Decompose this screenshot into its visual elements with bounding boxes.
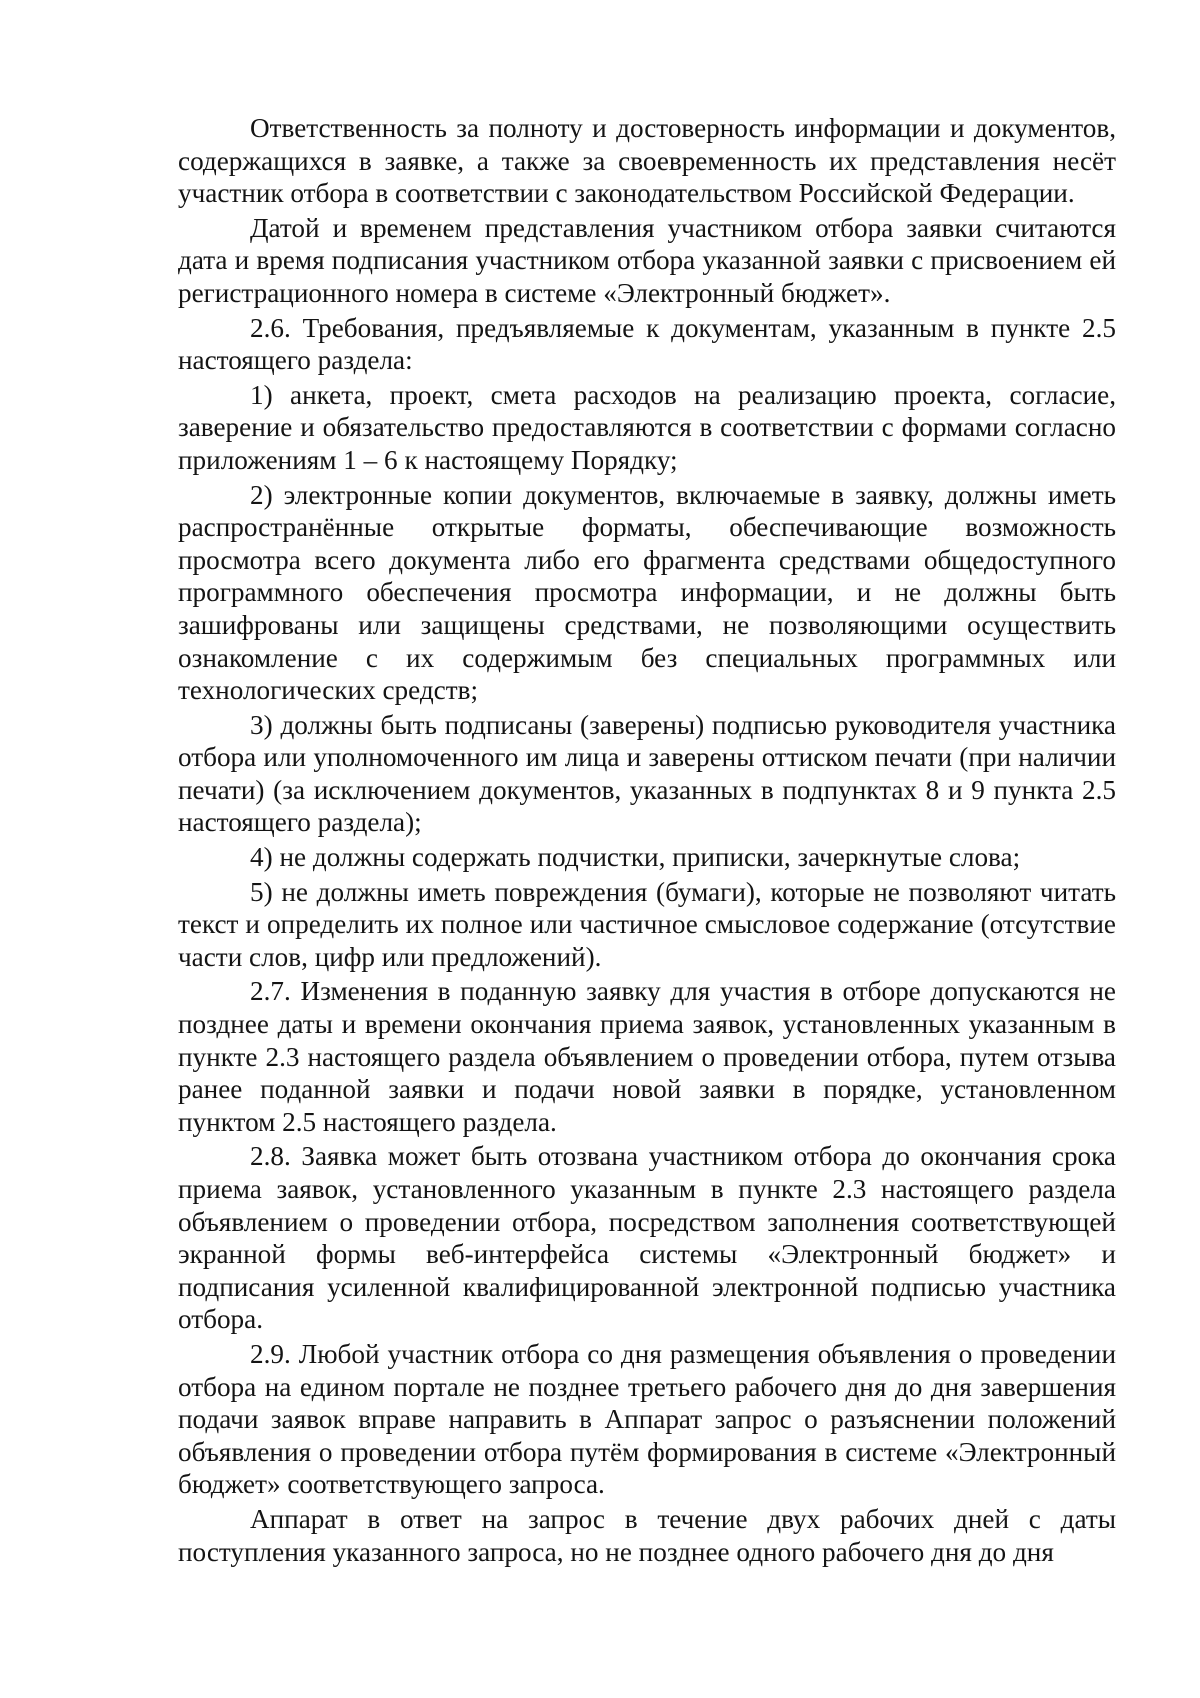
list-item-3-signature: 3) должны быть подписаны (заверены) подписью руководителя участника отбора или уполномоченного им лица и заверены оттиском печати (при наличии печати) (за исключением документов, указанных в подпунктах 8 и 9 пункта 2.5 настоящего раздела); xyxy=(178,709,1116,838)
paragraph-2-6-requirements: 2.6. Требования, предъявляемые к документам, указанным в пункте 2.5 настоящего раздела: xyxy=(178,312,1116,376)
paragraph-2-7-changes: 2.7. Изменения в поданную заявку для участия в отборе допускаются не позднее даты и времени окончания приема заявок, установленных указанным в пункте 2.3 настоящего раздела объявлением о проведении отбора, путем отзыва ранее поданной заявки и подачи новой заявки в порядке, установленном пунктом 2.5 настоящего раздела. xyxy=(178,976,1116,1137)
list-item-4-no-erasures: 4) не должны содержать подчистки, приписки, зачеркнутые слова; xyxy=(250,842,1021,873)
paragraph-submission-date: Датой и временем представления участником отбора заявки считаются дата и время подписания участником отбора указанной заявки с присвоением ей регистрационного номера в системе «Электронный бюджет». xyxy=(178,212,1116,308)
list-item-2-electronic-copies: 2) электронные копии документов, включаемые в заявку, должны иметь распространённые открытые форматы, обеспечивающие возможность просмотра всего документа либо его фрагмента средствами общедоступного программного обеспечения просмотра информации, и не должны быть зашифрованы или защищены средствами, не позволяющими осуществить ознакомление с их содержимым без специальных программных или технологических средств; xyxy=(178,479,1116,706)
list-item-5-no-damage: 5) не должны иметь повреждения (бумаги), которые не позволяют читать текст и определить их полное или частичное смысловое содержание (отсутствие части слов, цифр или предложений). xyxy=(178,876,1116,972)
list-item-1-forms: 1) анкета, проект, смета расходов на реализацию проекта, согласие, заверение и обязательство предоставляются в соответствии с формами согласно приложениям 1 – 6 к настоящему Порядку; xyxy=(178,379,1116,475)
paragraph-2-9-clarification-request: 2.9. Любой участник отбора со дня размещения объявления о проведении отбора на едином портале не позднее третьего рабочего дня до дня завершения подачи заявок вправе направить в Аппарат запрос о разъяснении положений объявления о проведении отбора путём формирования в системе «Электронный бюджет» соответствующего запроса. xyxy=(178,1338,1116,1500)
paragraph-responsibility: Ответственность за полноту и достоверность информации и документов, содержащихся в заявке, а также за своевременность их представления несёт участник отбора в соответствии с законодательством Российской Федерации. xyxy=(178,113,1116,209)
document-page xyxy=(178,112,1116,1570)
paragraph-2-8-withdrawal: 2.8. Заявка может быть отозвана участником отбора до окончания срока приема заявок, установленного указанным в пункте 2.3 настоящего раздела объявлением о проведении отбора, посредством заполнения соответствующей экранной формы веб-интерфейса системы «Электронный бюджет» и подписания усиленной квалифицированной электронной подписью участника отбора. xyxy=(178,1141,1116,1335)
paragraph-apparatus-response: Аппарат в ответ на запрос в течение двух рабочих дней с даты поступления указанного запроса, но не позднее одного рабочего дня до дня xyxy=(178,1503,1116,1567)
